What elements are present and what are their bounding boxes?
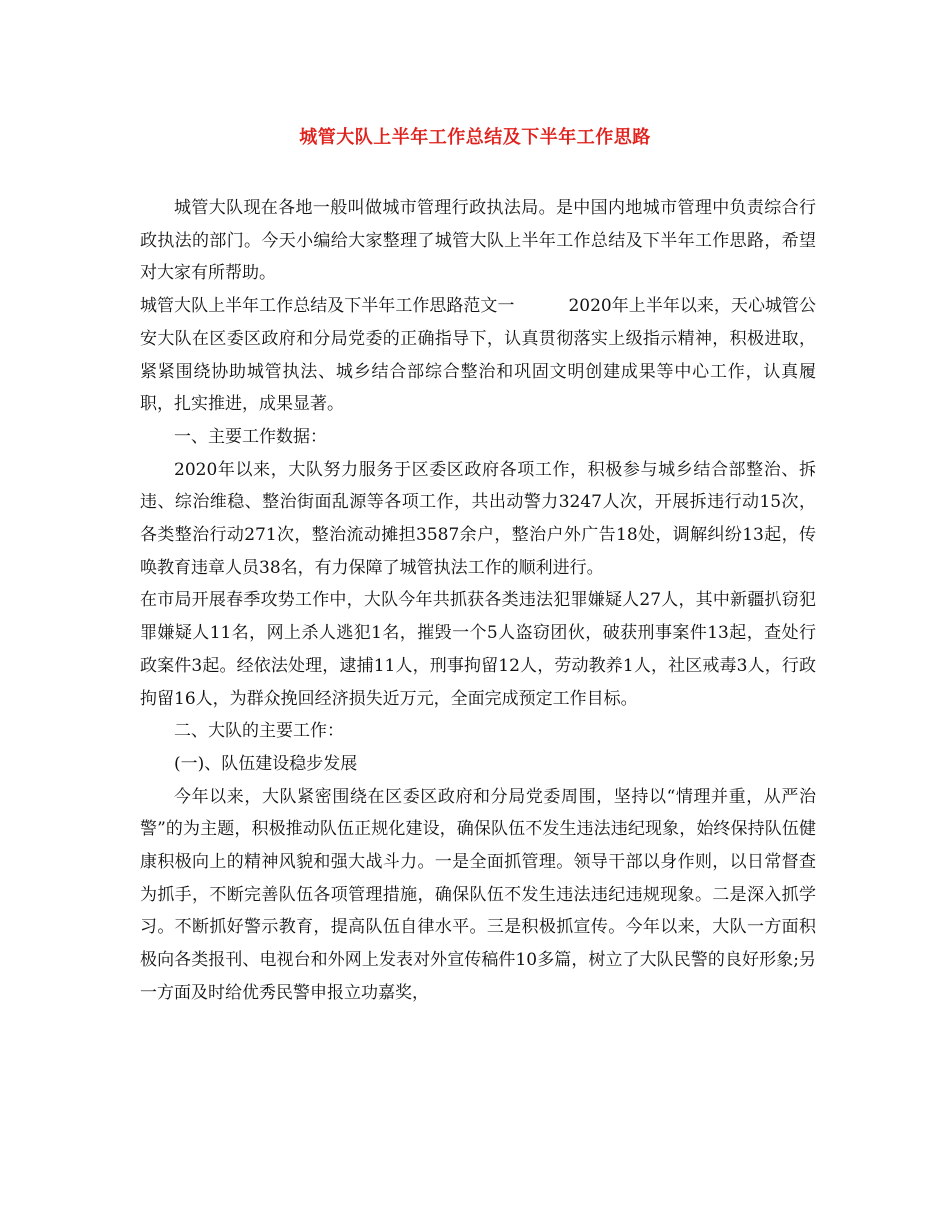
section-heading-main-work: 二、大队的主要工作： <box>174 721 344 742</box>
document-body <box>140 192 816 1010</box>
paragraph-sample-heading-and-opening <box>140 290 816 421</box>
paragraph-spring-campaign: 在市局开展春季攻势工作中，大队今年共抓获各类违法犯罪嫌疑人27人，其中新疆扒窃犯罪嫌疑人11名，网上杀人逃犯1名，摧毁一个5人盗窃团伙，破获刑事案件13起，查处行政案件3起。经依法处理，逮捕11人，刑事拘留12人，劳动教养1人，社区戒毒3人，行政拘留16人，为群众挽回经济损失近万元，全面完成预定工作目标。 <box>140 590 816 709</box>
paragraph-team-building: 今年以来，大队紧密围绕在区委区政府和分局党委周围，坚持以“情理并重，从严治警”的为主题，积极推动队伍正规化建设，确保队伍不发生违法违纪现象，始终保持队伍健康积极向上的精神风貌和强大战斗力。一是全面抓管理。领导干部以身作则，以日常督查为抓手，不断完善队伍各项管理措施，确保队伍不发生违法违纪违规现象。二是深入抓学习。不断抓好警示教育，提高队伍自律水平。三是积极抓宣传。今年以来，大队一方面积极向各类报刊、电视台和外网上发表对外宣传稿件10多篇，树立了大队民警的良好形象;另一方面及时给优秀民警申报立功嘉奖， <box>140 786 816 1003</box>
document-title: 城管大队上半年工作总结及下半年工作思路 <box>299 127 651 148</box>
paragraph-intro: 城管大队现在各地一般叫做城市管理行政执法局。是中国内地城市管理中负责综合行政执法的部门。今天小编给大家整理了城管大队上半年工作总结及下半年工作思路，希望对大家有所帮助。 <box>140 198 816 284</box>
paragraph-work-data: 2020年以来，大队努力服务于区委区政府各项工作，积极参与城乡结合部整治、拆违、综治维稳、整治街面乱源等各项工作，共出动警力3247人次，开展拆违行动15次，各类整治行动271次，整治流动摊担3587余户，整治户外广告18处，调解纠纷13起，传唤教育违章人员38名，有力保障了城管执法工作的顺利进行。 <box>140 459 816 578</box>
subsection-heading-team: (一)、队伍建设稳步发展 <box>174 753 358 774</box>
opening-text: 2020年上半年以来，天心城管公安大队在区委区政府和分局党委的正确指导下，认真贯彻落实上级指示精神，积极进取，紧紧围绕协助城管执法、城乡结合部综合整治和巩固文明创建成果等中心工作，认真履职，扎实推进，成果显著。 <box>140 296 817 415</box>
sample-heading: 城管大队上半年工作总结及下半年工作思路范文一 <box>140 296 515 317</box>
section-heading-data: 一、主要工作数据： <box>174 426 327 447</box>
